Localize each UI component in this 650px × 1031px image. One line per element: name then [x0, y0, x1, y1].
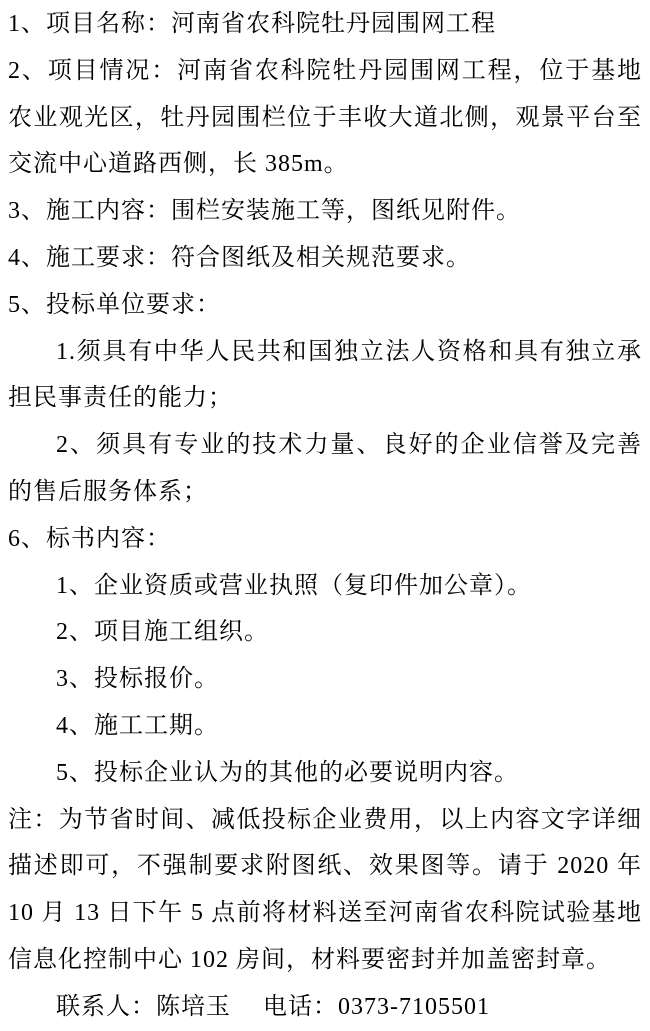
item-6-sub-5: 5、投标企业认为的其他的必要说明内容。: [56, 759, 519, 786]
item-6-sub-3: 3、投标报价。: [56, 666, 219, 693]
contact-line: 联系人：陈培玉 电话：0373-7105501: [56, 993, 490, 1020]
item-5-bidder-requirements-heading: 5、投标单位要求：: [8, 291, 221, 318]
item-1-project-name: 1、项目名称：河南省农科院牡丹园围网工程: [8, 11, 496, 37]
note-paragraph: 注：为节省时间、减低投标企业费用，以上内容文字详细描述即可，不强制要求附图纸、效果图等。请于 2020 年 10 月 13 日下午 5 点前将材料送至河南省农科院试验基地信息化控制中心 102 房间，材料要密封并加盖密封章。: [8, 806, 642, 973]
item-3-construction-content: 3、施工内容：围栏安装施工等，图纸见附件。: [8, 198, 521, 225]
item-6-sub-2: 2、项目施工组织。: [56, 619, 269, 646]
item-6-sub-1: 1、企业资质或营业执照（复印件加公章）。: [56, 572, 532, 599]
item-6-bid-contents-heading: 6、标书内容：: [8, 525, 171, 552]
item-2-project-overview: 2、项目情况：河南省农科院牡丹园围网工程，位于基地农业观光区，牡丹园围栏位于丰收大道北侧，观景平台至交流中心道路西侧，长 385m。: [8, 57, 642, 178]
item-5-sub-1: 1.须具有中华人民共和国独立法人资格和具有独立承担民事责任的能力；: [8, 338, 642, 412]
item-6-sub-4: 4、施工工期。: [56, 712, 219, 739]
item-4-construction-requirements: 4、施工要求：符合图纸及相关规范要求。: [8, 244, 471, 271]
item-5-sub-2: 2、须具有专业的技术力量、良好的企业信誉及完善的售后服务体系；: [8, 432, 642, 505]
